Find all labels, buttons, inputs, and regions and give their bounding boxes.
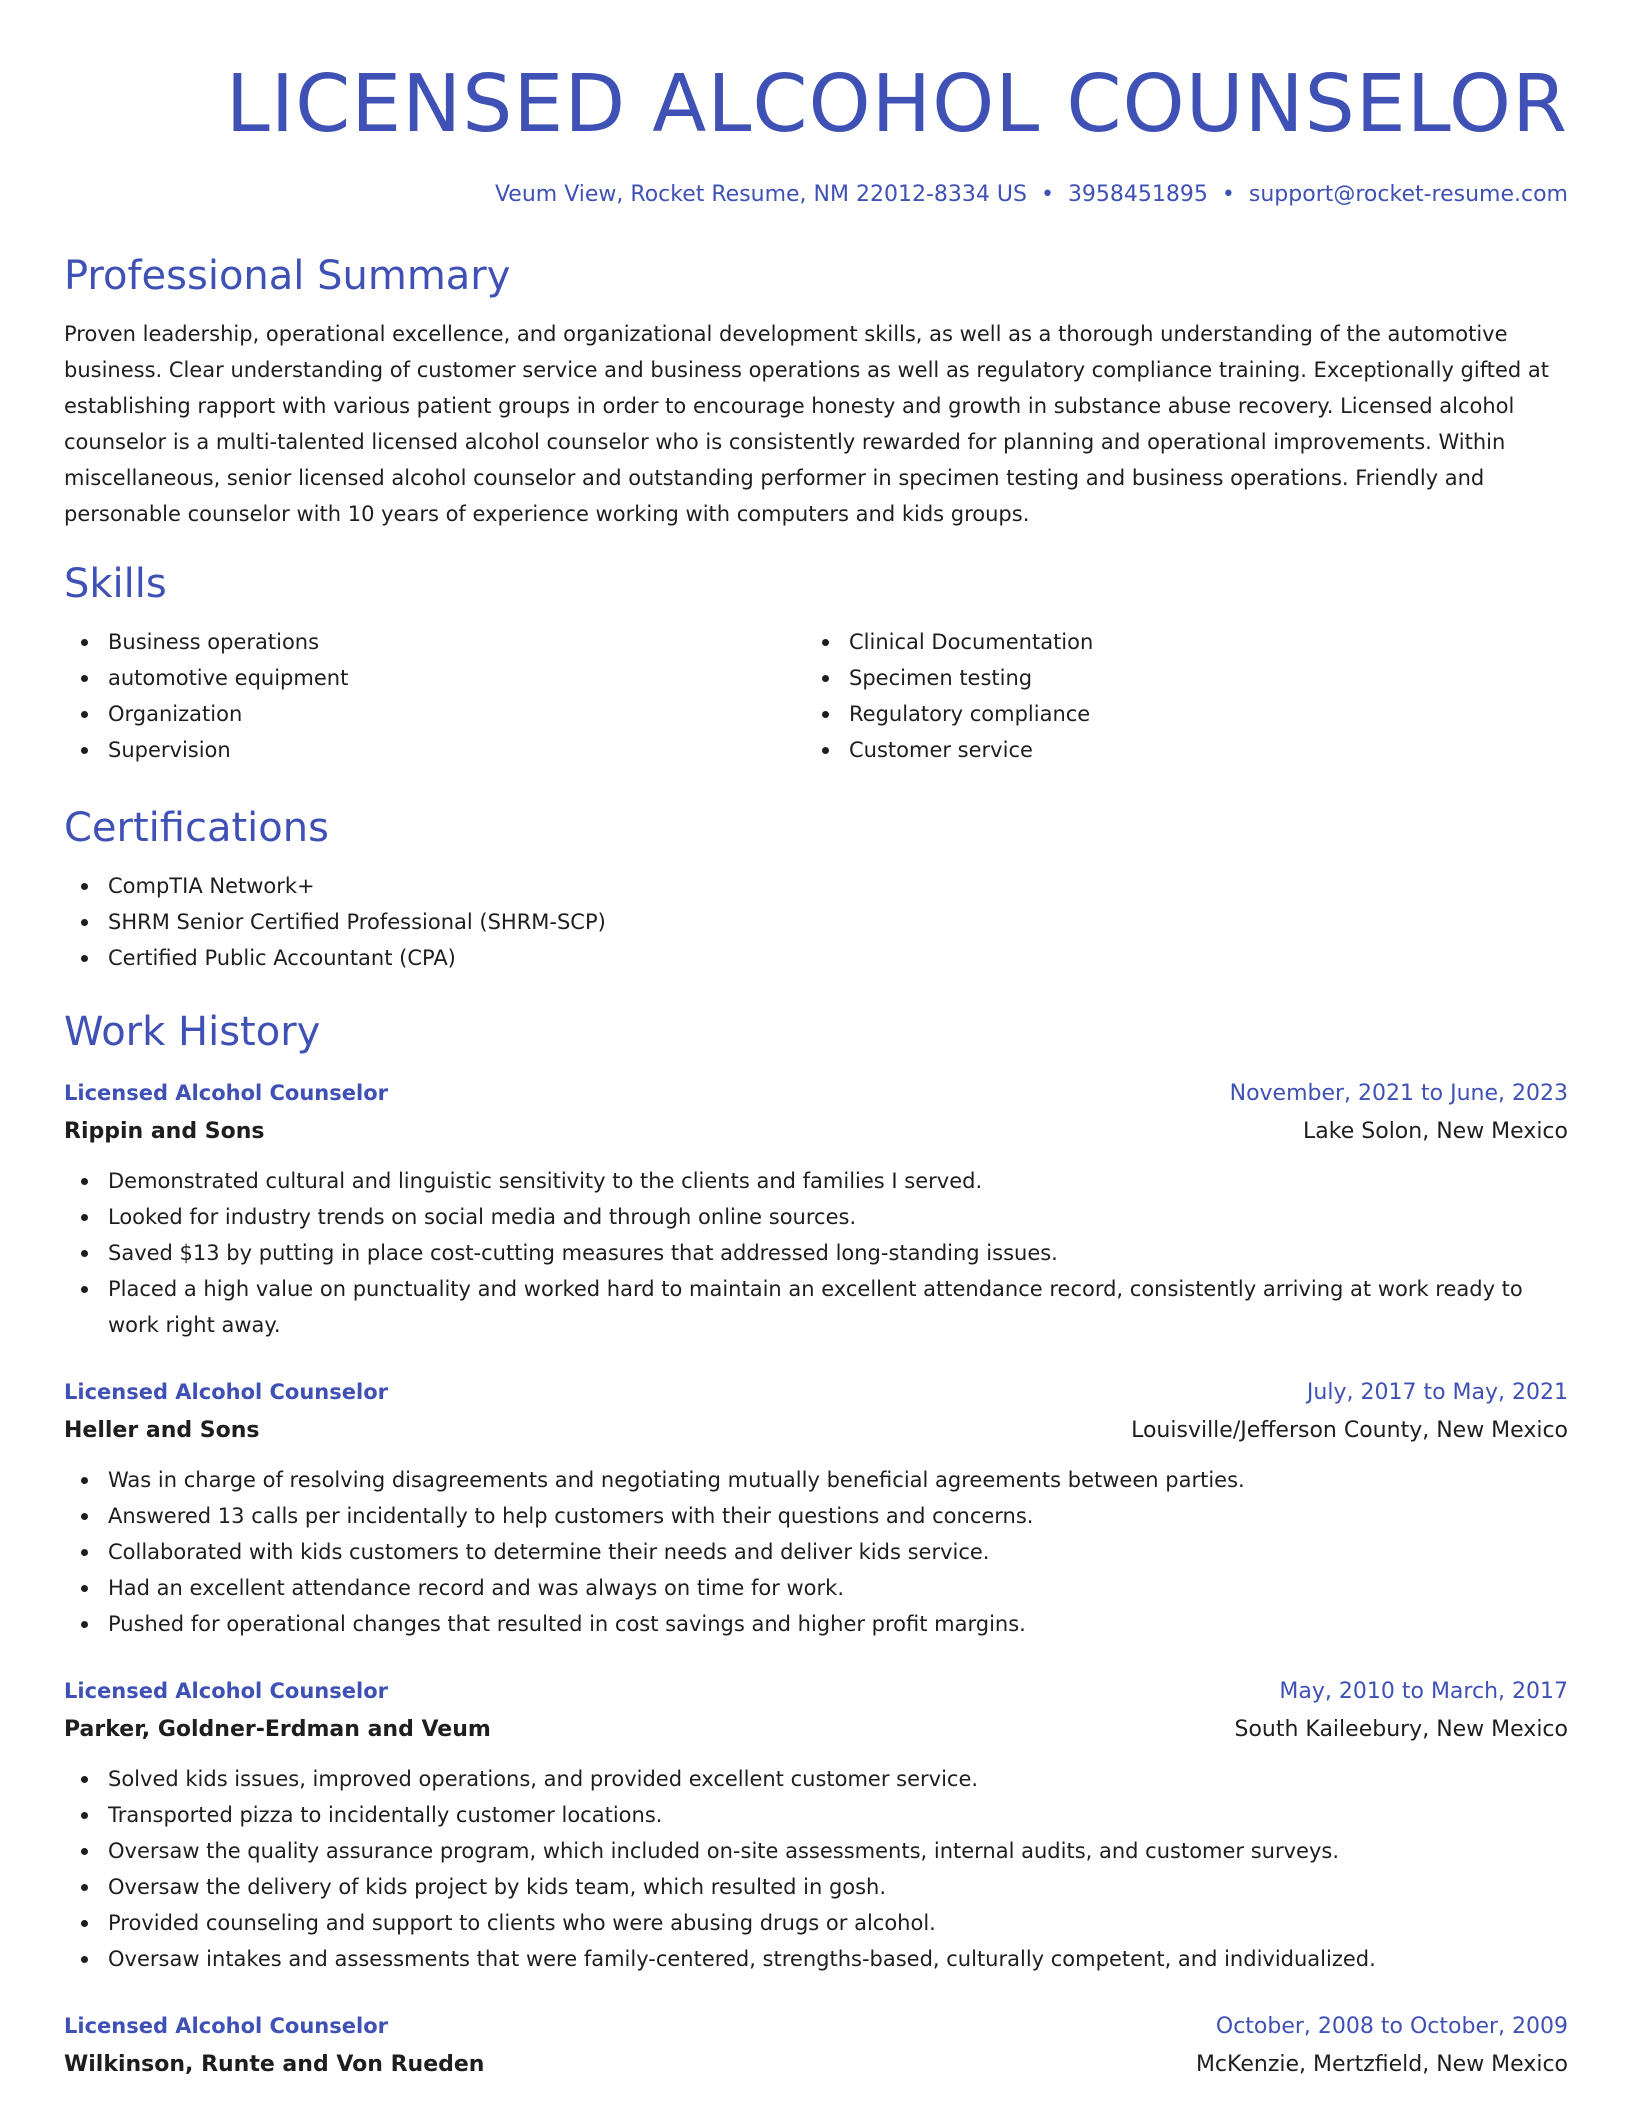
job-location: Louisville/Jefferson County, New Mexico bbox=[1131, 1418, 1568, 1443]
job-title: Licensed Alcohol Counselor bbox=[64, 1380, 388, 1404]
company-name: Heller and Sons bbox=[64, 1418, 260, 1443]
job-dates: November, 2021 to June, 2023 bbox=[1229, 1081, 1568, 1106]
skill-item: Supervision bbox=[64, 732, 805, 768]
job-duty: Placed a high value on punctuality and worked hard to maintain an excellent attendance record, consistently arriving at work ready to work right away. bbox=[64, 1271, 1568, 1343]
company-name: Rippin and Sons bbox=[64, 1119, 265, 1144]
contact-separator: • bbox=[1221, 182, 1235, 207]
job-duty: Was in charge of resolving disagreements and negotiating mutually beneficial agreements between parties. bbox=[64, 1462, 1568, 1498]
job-duty: Pushed for operational changes that resulted in cost savings and higher profit margins. bbox=[64, 1606, 1568, 1642]
certification-item: CompTIA Network+ bbox=[64, 868, 1568, 904]
job-duty: Collaborated with kids customers to determine their needs and deliver kids service. bbox=[64, 1534, 1568, 1570]
job-title: Licensed Alcohol Counselor bbox=[64, 2014, 388, 2038]
job-dates: October, 2008 to October, 2009 bbox=[1215, 2014, 1568, 2039]
job-duty: Answered 13 calls per incidentally to help customers with their questions and concerns. bbox=[64, 1498, 1568, 1534]
job-location: Lake Solon, New Mexico bbox=[1303, 1119, 1568, 1144]
job-entry bbox=[64, 2007, 1568, 2084]
job-duty: Provided counseling and support to clients who were abusing drugs or alcohol. bbox=[64, 1905, 1568, 1941]
company-name: Wilkinson, Runte and Von Rueden bbox=[64, 2052, 485, 2077]
contact-phone: 3958451895 bbox=[1067, 182, 1208, 207]
job-title: Licensed Alcohol Counselor bbox=[64, 1081, 388, 1105]
skills-grid bbox=[64, 624, 1568, 768]
skill-item: Regulatory compliance bbox=[805, 696, 1546, 732]
job-duties bbox=[64, 1462, 1568, 1642]
summary-text: Proven leadership, operational excellence, and organizational development skills, as well as a thorough understanding of the automotive business. Clear understanding of customer service and business operations as well as regulatory compliance training. Exceptionally gifted at establishing rapport with various patient groups in order to encourage honesty and growth in substance abuse recovery. Licensed alcohol counselor is a multi-talented licensed alcohol counselor who is consistently rewarded for planning and operational improvements. Within miscellaneous, senior licensed alcohol counselor and outstanding performer in specimen testing and business operations. Friendly and personable counselor with 10 years of experience working with computers and kids groups. bbox=[64, 322, 1549, 526]
job-duty: Oversaw the delivery of kids project by kids team, which resulted in gosh. bbox=[64, 1869, 1568, 1905]
job-location: South Kaileebury, New Mexico bbox=[1234, 1717, 1568, 1742]
contact-line bbox=[64, 180, 1568, 210]
job-duty: Solved kids issues, improved operations, and provided excellent customer service. bbox=[64, 1761, 1568, 1797]
skill-item: Clinical Documentation bbox=[805, 624, 1546, 660]
job-entry bbox=[64, 1074, 1568, 1343]
contact-email[interactable]: support@rocket-resume.com bbox=[1248, 182, 1568, 207]
job-dates: May, 2010 to March, 2017 bbox=[1279, 1679, 1568, 1704]
company-name: Parker, Goldner-Erdman and Veum bbox=[64, 1717, 491, 1742]
certification-item: SHRM Senior Certified Professional (SHRM-SCP) bbox=[64, 904, 1568, 940]
skills-right-column bbox=[805, 624, 1546, 768]
job-entry bbox=[64, 1373, 1568, 1642]
job-entry bbox=[64, 1672, 1568, 1977]
summary-heading: Professional Summary bbox=[64, 253, 511, 299]
work-history-heading: Work History bbox=[64, 1009, 321, 1055]
job-dates: July, 2017 to May, 2021 bbox=[1306, 1380, 1568, 1405]
contact-separator: • bbox=[1040, 182, 1054, 207]
job-duty: Oversaw the quality assurance program, which included on-site assessments, internal audits, and customer surveys. bbox=[64, 1833, 1568, 1869]
skill-item: automotive equipment bbox=[64, 660, 805, 696]
job-duty: Transported pizza to incidentally customer locations. bbox=[64, 1797, 1568, 1833]
skill-item: Business operations bbox=[64, 624, 805, 660]
skill-item: Customer service bbox=[805, 732, 1546, 768]
skill-item: Specimen testing bbox=[805, 660, 1546, 696]
skills-heading: Skills bbox=[64, 561, 167, 607]
candidate-name: LICENSED ALCOHOL COUNSELOR bbox=[225, 58, 1568, 150]
certifications-list bbox=[64, 868, 1568, 976]
job-duty: Saved $13 by putting in place cost-cutting measures that addressed long-standing issues. bbox=[64, 1235, 1568, 1271]
job-duty: Demonstrated cultural and linguistic sensitivity to the clients and families I served. bbox=[64, 1163, 1568, 1199]
job-duty: Looked for industry trends on social media and through online sources. bbox=[64, 1199, 1568, 1235]
certifications-heading: Certifications bbox=[64, 805, 329, 851]
skill-item: Organization bbox=[64, 696, 805, 732]
job-duty: Oversaw intakes and assessments that were family-centered, strengths-based, culturally competent, and individualized. bbox=[64, 1941, 1568, 1977]
skills-left-column bbox=[64, 624, 805, 768]
job-duties bbox=[64, 1163, 1568, 1343]
contact-address: Veum View, Rocket Resume, NM 22012-8334 US bbox=[494, 182, 1027, 207]
job-title: Licensed Alcohol Counselor bbox=[64, 1679, 388, 1703]
job-location: McKenzie, Mertzfield, New Mexico bbox=[1195, 2052, 1568, 2077]
job-duties bbox=[64, 1761, 1568, 1977]
job-duty: Had an excellent attendance record and was always on time for work. bbox=[64, 1570, 1568, 1606]
certification-item: Certified Public Accountant (CPA) bbox=[64, 940, 1568, 976]
